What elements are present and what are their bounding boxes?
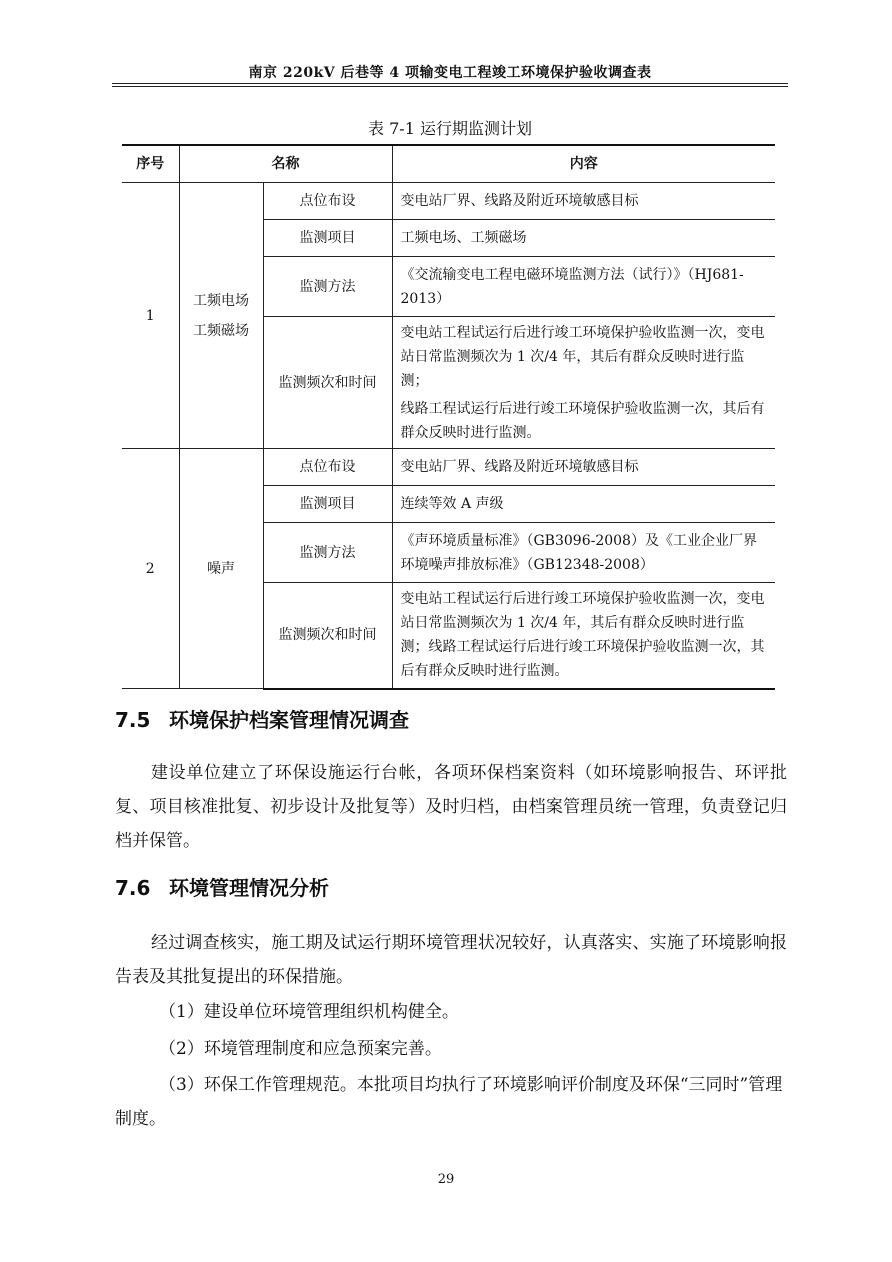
table-row: [122, 183, 775, 220]
list-item: （1）建设单位环境管理组织机构健全。: [159, 1002, 459, 1022]
row-name: [179, 449, 263, 689]
section-title: 环境保护档案管理情况调查: [169, 708, 409, 732]
row-name: [179, 183, 263, 449]
table-row: [122, 449, 775, 486]
header-content: 内容: [392, 145, 775, 183]
row-content: [392, 583, 775, 689]
section-title: 环境管理情况分析: [169, 876, 329, 900]
table-caption: 表 7-1 运行期监测计划: [368, 119, 532, 138]
header-name: 名称: [179, 145, 392, 183]
row-content: [392, 220, 775, 257]
section-paragraph: 建设单位建立了环保设施运行台帐，各项环保档案资料（如环境影响报告、环评批复、项目核准批复、初步设计及批复等）及时归档，由档案管理员统一管理，负责登记归档并保管。: [115, 763, 787, 851]
section-heading-7-5: [115, 704, 409, 733]
row-content: [392, 257, 775, 317]
name-line: 工频磁场: [193, 322, 249, 339]
row-content: [392, 449, 775, 486]
row-number: 1: [122, 183, 179, 449]
header-rule: [112, 83, 788, 84]
row-item: 点位布设: [263, 183, 392, 220]
content-text: 变电站厂界、线路及附近环境敏感目标: [400, 459, 639, 475]
row-item: 监测频次和时间: [263, 583, 392, 689]
row-item: 监测方法: [263, 257, 392, 317]
section-paragraph: 经过调查核实，施工期及试运行期环境管理状况较好，认真落实、实施了环境影响报告表及其批复提出的环保措施。: [115, 933, 787, 987]
monitoring-plan-table: [122, 144, 775, 690]
page-number: 29: [437, 1172, 455, 1187]
row-content: [392, 523, 775, 583]
list-item: （3）环保工作管理规范。本批项目均执行了环境影响评价制度及环保“三同时”管理制度。: [115, 1075, 783, 1129]
content-text: 变电站工程试运行后进行竣工环境保护验收监测一次，变电站日常监测频次为 1 次/4 年，其后有群众反映时进行监测；: [400, 324, 765, 389]
content-text: 工频电场、工频磁场: [400, 230, 527, 246]
section-number: 7.5: [115, 708, 151, 732]
row-item: 点位布设: [263, 449, 392, 486]
row-item: 监测频次和时间: [263, 317, 392, 449]
header-rule: [112, 86, 788, 87]
section-number: 7.6: [115, 876, 151, 900]
document-header: 南京 220kV 后巷等 4 项输变电工程竣工环境保护验收调查表: [248, 65, 652, 81]
name-line: 噪声: [207, 560, 235, 577]
content-text: 《声环境质量标准》（GB3096-2008）及《工业企业厂界环境噪声排放标准》（GB12348-2008）: [400, 532, 757, 573]
row-item: 监测项目: [263, 486, 392, 523]
list-item: （2）环境管理制度和应急预案完善。: [159, 1039, 442, 1059]
table-header-row: [122, 145, 775, 183]
content-text: 变电站工程试运行后进行竣工环境保护验收监测一次，变电站日常监测频次为 1 次/4 年，其后有群众反映时进行监测；线路工程试运行后进行竣工环境保护验收监测一次，其后有群众反映时进行监测。: [400, 591, 765, 680]
row-number: 2: [122, 449, 179, 689]
row-content: [392, 183, 775, 220]
row-content: [392, 486, 775, 523]
content-text: 连续等效 A 声级: [400, 496, 504, 512]
content-text: 变电站厂界、线路及附近环境敏感目标: [400, 193, 639, 209]
row-item: 监测方法: [263, 523, 392, 583]
name-line: 工频电场: [193, 292, 249, 309]
header-num: 序号: [122, 145, 179, 183]
content-text: 《交流输变电工程电磁环境监测方法（试行）》（HJ681-2013）: [400, 266, 744, 307]
row-content: [392, 317, 775, 449]
content-text: 线路工程试运行后进行竣工环境保护验收监测一次，其后有群众反映时进行监测。: [400, 400, 765, 441]
section-heading-7-6: [115, 872, 329, 901]
row-item: 监测项目: [263, 220, 392, 257]
